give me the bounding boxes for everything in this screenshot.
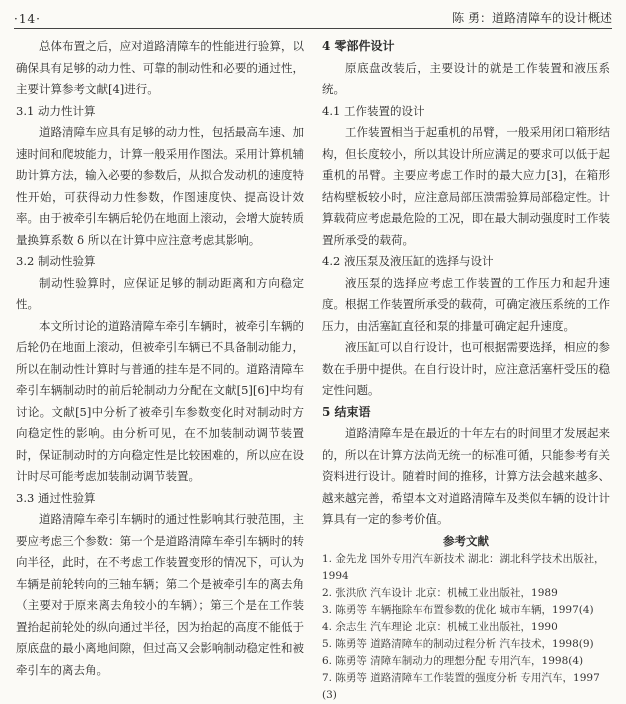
reference-item: 2. 张洪欣 汽车设计 北京：机械工业出版社，1989	[322, 586, 558, 599]
section-3-3-paragraph: 道路清障车牵引车辆时的通过性影响其行驶范围，主要应考虑三个参数：第一个是道路清障车牵引车辆时的转向半径，此时，在不考虑工作装置变形的情况下，可认为车辆是前轮转向的三轴车辆；第二个是被牵引车的离去角（主要对于原来离去角较小的车辆）；第三个是在工作装置抬起前轮处的纵向通过半径，因为抬起的高度不能低于原底盘的最小离地间隙，但过高又会影响制动稳定性和被牵引车的离去角。	[16, 512, 304, 677]
references-heading: 参考文献	[443, 533, 489, 548]
section-3-2-paragraph-1: 制动性验算时，应保证足够的制动距离和方向稳定性。	[16, 275, 304, 311]
reference-item: 6. 陈勇等 清障车制动力的理想分配 专用汽车，1998(4)	[322, 654, 584, 667]
left-column	[16, 36, 304, 681]
reference-item: 7. 陈勇等 道路清障车工作装置的强度分析 专用汽车，1997(3)	[322, 671, 600, 701]
right-column	[322, 36, 610, 704]
section-4-2-heading: 4.2 液压泵及液压缸的选择与设计	[322, 254, 494, 268]
section-3-1-paragraph: 道路清障车应具有足够的动力性，包括最高车速、加速时间和爬坡能力，计算一般采用作图法。采用计算机辅助计算方法，输入必要的参数后，从拟合发动机的速度特性开始，可获得动力性参数，作图速度快、提高设计效率。由于被牵引车辆后轮仍在地面上滚动，会增大旋转质量换算系数 δ 所以在计算中应注意考虑其影响。	[16, 125, 304, 247]
section-4-2-paragraph-2: 液压缸可以自行设计，也可根据需要选择，相应的参数在手册中提供。在自行设计时，应注意活塞杆受压的稳定性问题。	[322, 340, 610, 397]
running-title: 陈 勇：道路清障车的设计概述	[452, 11, 612, 25]
section-3-3-heading: 3.3 通过性验算	[16, 490, 96, 505]
section-5-paragraph: 道路清障车是在最近的十年左右的时间里才发展起来的，所以在计算方法尚无统一的标准可循，只能参考有关资料进行设计。随着时间的推移，计算方法会越来越多、越来越完善，希望本文对道路清障车及类似车辆的设计计算具有一定的参考价值。	[322, 426, 610, 526]
section-4-paragraph: 原底盘改装后，主要设计的就是工作装置和液压系统。	[322, 60, 610, 96]
reference-item: 5. 陈勇等 道路清障车的制动过程分析 汽车技术，1998(9)	[322, 637, 594, 650]
reference-item: 1. 金先龙 国外专用汽车新技术 湖北：湖北科学技术出版社，1994	[322, 552, 605, 582]
section-5-heading: 5 结束语	[322, 404, 371, 419]
intro-paragraph: 总体布置之后，应对道路清障车的性能进行验算，以确保具有足够的动力性、可靠的制动性和必要的通过性，主要计算参考文献[4]进行。	[16, 39, 304, 96]
page-header	[14, 4, 612, 29]
section-4-1-heading: 4.1 工作装置的设计	[322, 103, 425, 118]
section-4-2-paragraph-1: 液压泵的选择应考虑工作装置的工作压力和起升速度。根据工作装置所承受的载荷，可确定液压系统的工作压力，由活塞缸直径和泵的排量可确定起升速度。	[322, 275, 610, 333]
references-list	[322, 551, 610, 704]
page-number: ·14·	[14, 12, 41, 26]
reference-item: 3. 陈勇等 车辆拖除车布置参数的优化 城市车辆，1997(4)	[322, 603, 594, 616]
reference-item: 4. 余志生 汽车理论 北京：机械工业出版社，1990	[322, 620, 558, 633]
section-4-heading: 4 零部件设计	[322, 39, 395, 53]
section-3-2-heading: 3.2 制动性验算	[16, 254, 96, 268]
section-3-1-heading: 3.1 动力性计算	[16, 103, 96, 118]
section-3-2-paragraph-2: 本文所讨论的道路清障车牵引车辆时，被牵引车辆的后轮仍在地面上滚动，但被牵引车辆已不具备制动能力，所以在制动性计算时与普通的挂车是不同的。道路清障车牵引车辆制动时的前后轮制动力分配在文献[5][6]中均有讨论。文献[5]中分析了被牵引车参数变化时对制动时方向稳定性的影响。由分析可见，在不加装制动调节装置时，保证制动时的方向稳定性是比较困难的，所以应在设计时尽可能考虑加装制动调节装置。	[16, 318, 304, 483]
section-4-1-paragraph: 工作装置相当于起重机的吊臂，一般采用闭口箱形结构，但长度较小，所以其设计所应满足的要求可以低于起重机的吊臂。主要应考虑工作时的最大应力[3]，在箱形结构壁板较小时，应注意局部压溃需验算局部稳定性。计算载荷应考虑最危险的工况，即在最大制动强度时工作装置所承受的载荷。	[322, 125, 610, 247]
